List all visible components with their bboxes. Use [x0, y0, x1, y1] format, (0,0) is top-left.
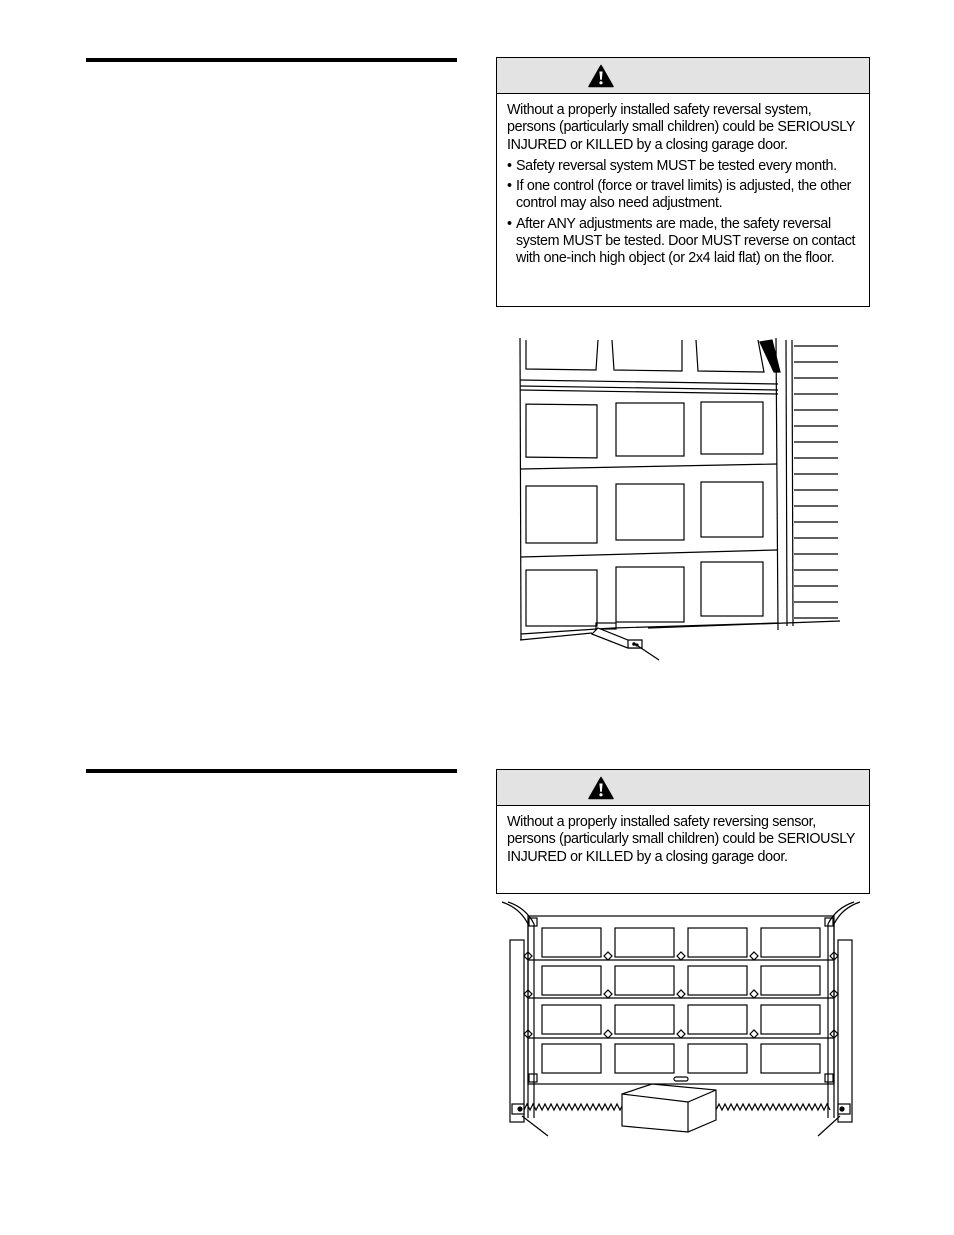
warning-bullet: • After ANY adjustments are made, the safety reversal system MUST be tested. Door MUST reverse on contact with one-inch high object (or 2x4 laid flat) on the floor. [507, 216, 859, 268]
door-reverse-test-illustration [512, 336, 842, 664]
warning-text [497, 94, 869, 279]
safety-sensor-test-illustration [498, 898, 864, 1158]
warning-header [497, 770, 869, 806]
warning-intro: Without a properly installed safety reversing sensor, persons (particularly small children) could be SERIOUSLY INJURED or KILLED by a closing garage door. [507, 814, 855, 865]
warning-box-bottom [496, 769, 870, 894]
section-rule-bottom [86, 769, 457, 773]
warning-bullets [507, 158, 859, 268]
warning-header [497, 58, 869, 94]
section-rule-top [86, 58, 457, 62]
warning-triangle-icon [588, 64, 614, 88]
warning-bullet: • Safety reversal system MUST be tested every month. [507, 158, 859, 175]
warning-bullet: • If one control (force or travel limits) is adjusted, the other control may also need adjustment. [507, 178, 859, 213]
warning-text [497, 806, 869, 878]
warning-triangle-icon [588, 776, 614, 800]
warning-intro: Without a properly installed safety reversal system, persons (particularly small children) could be SERIOUSLY INJURED or KILLED by a closing garage door. [507, 102, 855, 153]
warning-box-top [496, 57, 870, 307]
